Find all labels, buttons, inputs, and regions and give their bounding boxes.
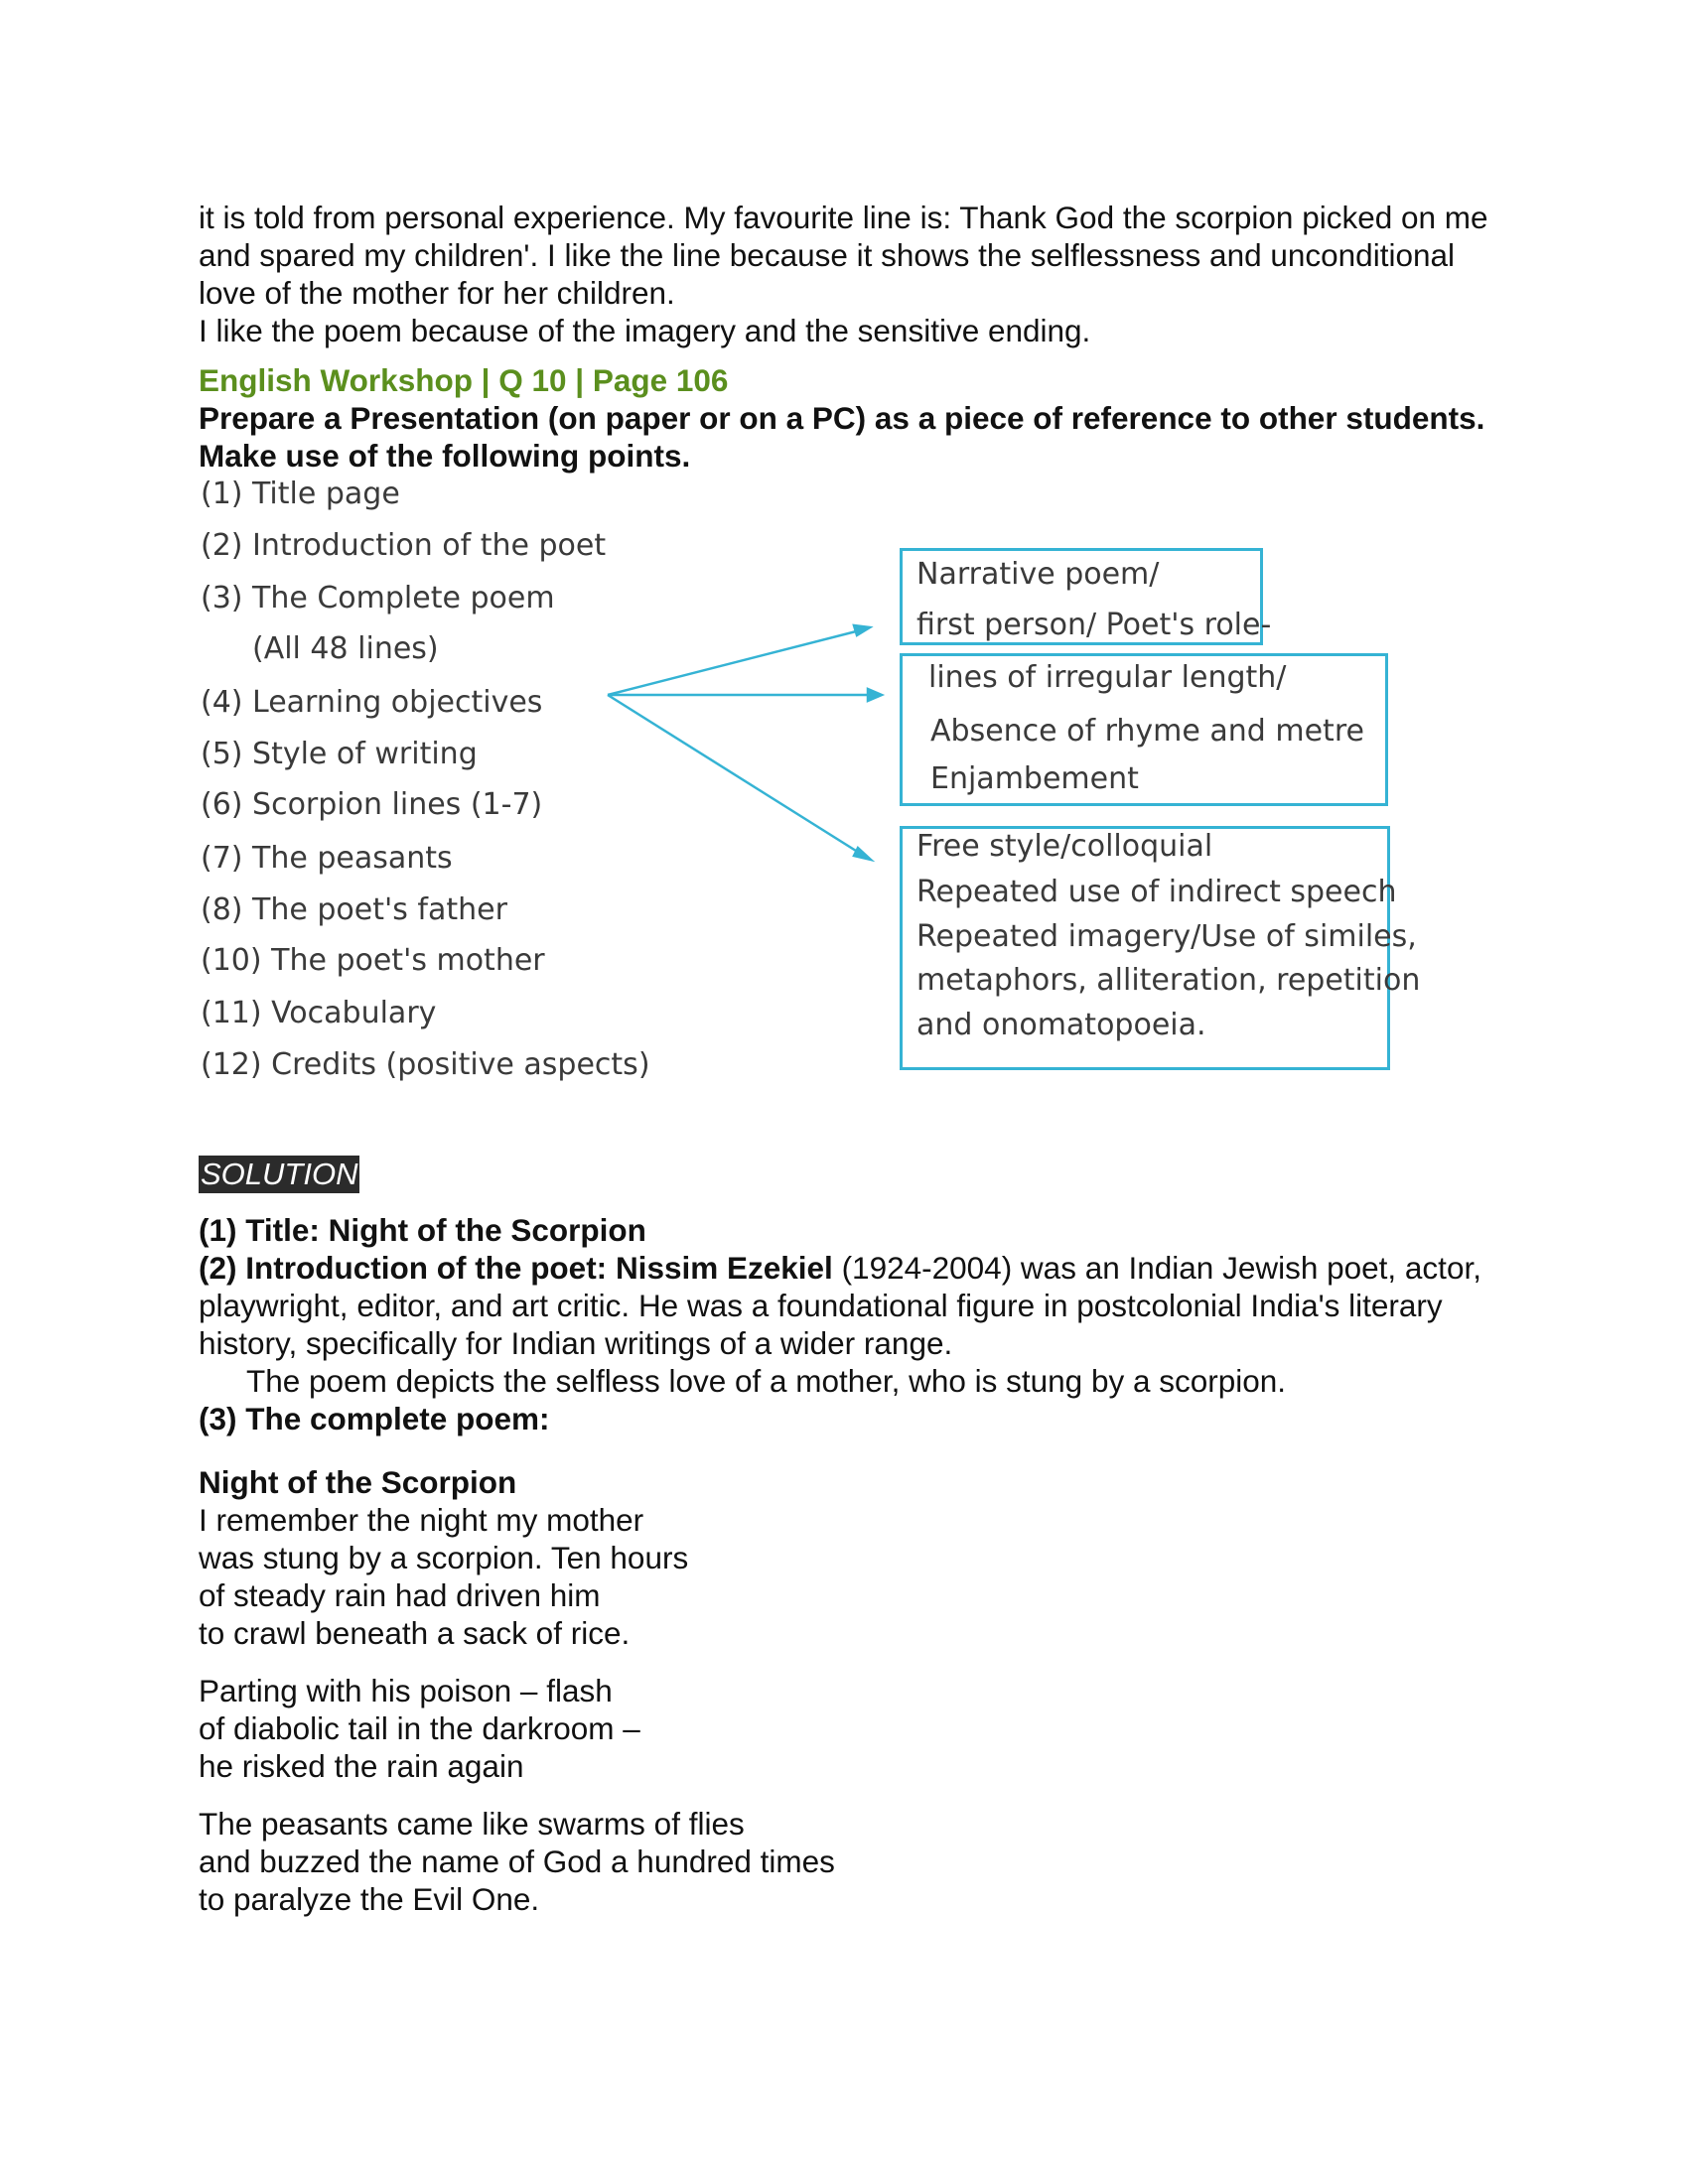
poem-stanza: [199, 1672, 1489, 1785]
section-heading: English Workshop | Q 10 | Page 106: [199, 362, 729, 398]
box-line: Free style/colloquial: [916, 829, 1213, 864]
list-item: (All 48 lines): [252, 631, 439, 666]
list-item: (11) Vocabulary: [201, 996, 437, 1030]
list-item: (4) Learning objectives: [201, 685, 543, 720]
poem-stanza: [199, 1805, 1489, 1918]
box-line: first person/ Poet's role-: [916, 608, 1272, 642]
box-line: Enjambement: [930, 761, 1139, 796]
style-box-narrative: [900, 548, 1272, 645]
poem-title: Night of the Scorpion: [199, 1464, 517, 1500]
poem-line: of steady rain had driven him: [199, 1577, 601, 1613]
intro-paragraph: it is told from personal experience. My favourite line is: Thank God the scorpion picked on me and spared my children'. I like the line because it shows the selflessness and unconditional love of the mother for her children.: [199, 200, 1488, 311]
box-line: Repeated use of indirect speech: [916, 875, 1397, 909]
poem-line: The peasants came like swarms of flies: [199, 1806, 745, 1842]
box-line: lines of irregular length/: [928, 660, 1287, 695]
poem-line: Parting with his poison – flash: [199, 1673, 613, 1708]
arrow-head-2: [868, 689, 882, 701]
box-line: Repeated imagery/Use of similes,: [916, 919, 1417, 954]
style-box-structure: [900, 653, 1388, 806]
poet-text: (1924-2004) was an Indian Jewish poet, actor, playwright, editor, and art critic. He was a foundational figure in postcolonial India's literary history, specifically for Indian writings of a wider range.: [199, 1250, 1481, 1361]
solution-title-line: (1) Title: Night of the Scorpion: [199, 1212, 646, 1248]
complete-poem-label: (3) The complete poem:: [199, 1401, 550, 1436]
list-item: (8) The poet's father: [201, 892, 507, 927]
box-line: metaphors, alliteration, repetition: [916, 963, 1421, 998]
solution-label: SOLUTION: [201, 1157, 358, 1191]
style-box-language: [900, 826, 1421, 1070]
poet-name: Nissim Ezekiel: [615, 1250, 833, 1286]
poem-stanza: [199, 1501, 1489, 1652]
intro-label: (2) Introduction of the poet:: [199, 1250, 616, 1286]
poet-introduction: [199, 1249, 1489, 1362]
list-item: (12) Credits (positive aspects): [201, 1047, 650, 1082]
box-line: and onomatopoeia.: [916, 1008, 1206, 1042]
poem-line: to paralyze the Evil One.: [199, 1881, 540, 1917]
poem-line: and buzzed the name of God a hundred times: [199, 1843, 835, 1879]
arrow-head-3: [854, 848, 871, 860]
list-item: (10) The poet's mother: [201, 943, 545, 978]
poem-line: was stung by a scorpion. Ten hours: [199, 1540, 689, 1575]
question-text: Prepare a Presentation (on paper or on a PC) as a piece of reference to other students. Make use of the following points.: [199, 400, 1485, 474]
box-line: Narrative poem/: [916, 557, 1160, 592]
document-page: [199, 199, 1489, 1918]
arrow-to-box-3: [608, 695, 864, 856]
poem-line: he risked the rain again: [199, 1748, 524, 1784]
poem-summary: The poem depicts the selfless love of a mother, who is stung by a scorpion.: [246, 1363, 1287, 1399]
poem-line: to crawl beneath a sack of rice.: [199, 1615, 631, 1651]
list-item: (3) The Complete poem: [201, 581, 555, 615]
arrow-to-box-1: [608, 629, 864, 695]
list-item: (7) The peasants: [201, 841, 453, 876]
list-item: (5) Style of writing: [201, 737, 478, 771]
box-line: Absence of rhyme and metre: [930, 714, 1364, 749]
list-item: (1) Title page: [201, 477, 400, 511]
arrow-head-1: [854, 625, 870, 635]
poem-line: of diabolic tail in the darkroom –: [199, 1710, 640, 1746]
poem-line: I remember the night my mother: [199, 1502, 644, 1538]
intro-paragraph: I like the poem because of the imagery and the sensitive ending.: [199, 313, 1091, 348]
list-item: (2) Introduction of the poet: [201, 528, 607, 563]
presentation-figure: [199, 477, 1489, 1112]
list-item: (6) Scorpion lines (1-7): [201, 787, 543, 822]
